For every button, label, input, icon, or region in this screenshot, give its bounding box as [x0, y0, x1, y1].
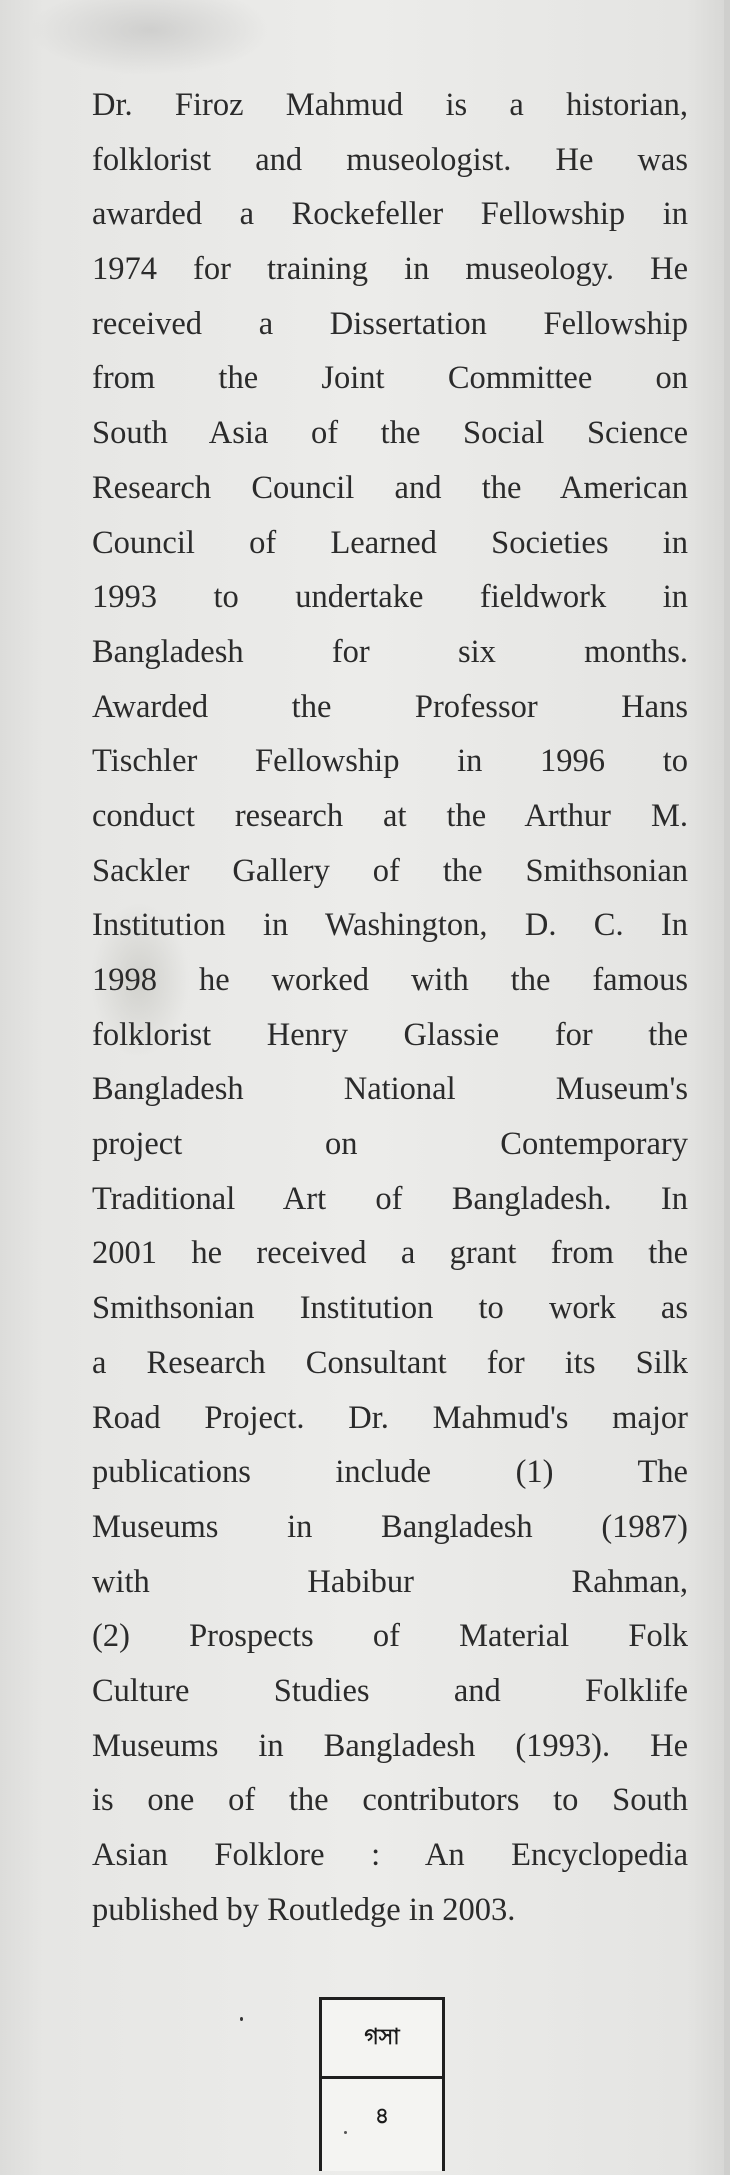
bio-line: is one of the contributors to South: [92, 1782, 688, 1819]
bio-line: folklorist Henry Glassie for the: [92, 1016, 688, 1053]
bio-line: received a Dissertation Fellowship: [92, 305, 688, 342]
bio-line: a Research Consultant for its Silk: [92, 1344, 688, 1381]
bio-line: folklorist and museologist. He was: [92, 141, 688, 178]
bio-line: South Asia of the Social Science: [92, 415, 688, 452]
bio-line: awarded a Rockefeller Fellowship in: [92, 196, 688, 233]
print-speck: [344, 2131, 347, 2134]
bio-line: Tischler Fellowship in 1996 to: [92, 743, 688, 780]
bio-line: Bangladesh for six months.: [92, 633, 688, 670]
bio-line: with Habibur Rahman,: [92, 1563, 688, 1600]
bio-line: Asian Folklore : An Encyclopedia: [92, 1837, 688, 1873]
bio-line: Sackler Gallery of the Smithsonian: [92, 852, 688, 889]
bio-line: Dr. Firoz Mahmud is a historian,: [92, 87, 688, 123]
footer-label-box: [319, 1997, 445, 2171]
footer-number: ৪: [374, 2103, 390, 2129]
print-speck: [240, 2017, 243, 2021]
bio-line: Research Council and the American: [92, 469, 688, 506]
bio-line: Institution in Washington, D. C. In: [92, 907, 688, 944]
footer-label: গসা: [322, 2000, 442, 2079]
bio-line: 1993 to undertake fieldwork in: [92, 579, 688, 616]
bio-line: 1974 for training in museology. He: [92, 251, 688, 288]
bio-line: publications include (1) The: [92, 1454, 688, 1491]
bio-line: (2) Prospects of Material Folk: [92, 1618, 688, 1655]
bio-line: Bangladesh National Museum's: [92, 1071, 688, 1108]
bio-line: 2001 he received a grant from the: [92, 1235, 688, 1272]
author-biography: [92, 78, 688, 1937]
bio-line: Smithsonian Institution to work as: [92, 1290, 688, 1327]
bio-line: Museums in Bangladesh (1987): [92, 1508, 688, 1545]
bio-line: Culture Studies and Folklife: [92, 1672, 688, 1709]
bio-line: project on Contemporary: [92, 1126, 688, 1163]
bio-line: conduct research at the Arthur M.: [92, 797, 688, 834]
bio-line: Road Project. Dr. Mahmud's major: [92, 1399, 688, 1436]
bio-line: Awarded the Professor Hans: [92, 688, 688, 725]
bio-line: published by Routledge in 2003.: [92, 1891, 516, 1928]
bio-line: 1998 he worked with the famous: [92, 962, 688, 998]
bio-line: from the Joint Committee on: [92, 360, 688, 397]
bio-line: Traditional Art of Bangladesh. In: [92, 1180, 688, 1217]
bio-line: Council of Learned Societies in: [92, 524, 688, 561]
bio-line: Museums in Bangladesh (1993). He: [92, 1727, 688, 1764]
